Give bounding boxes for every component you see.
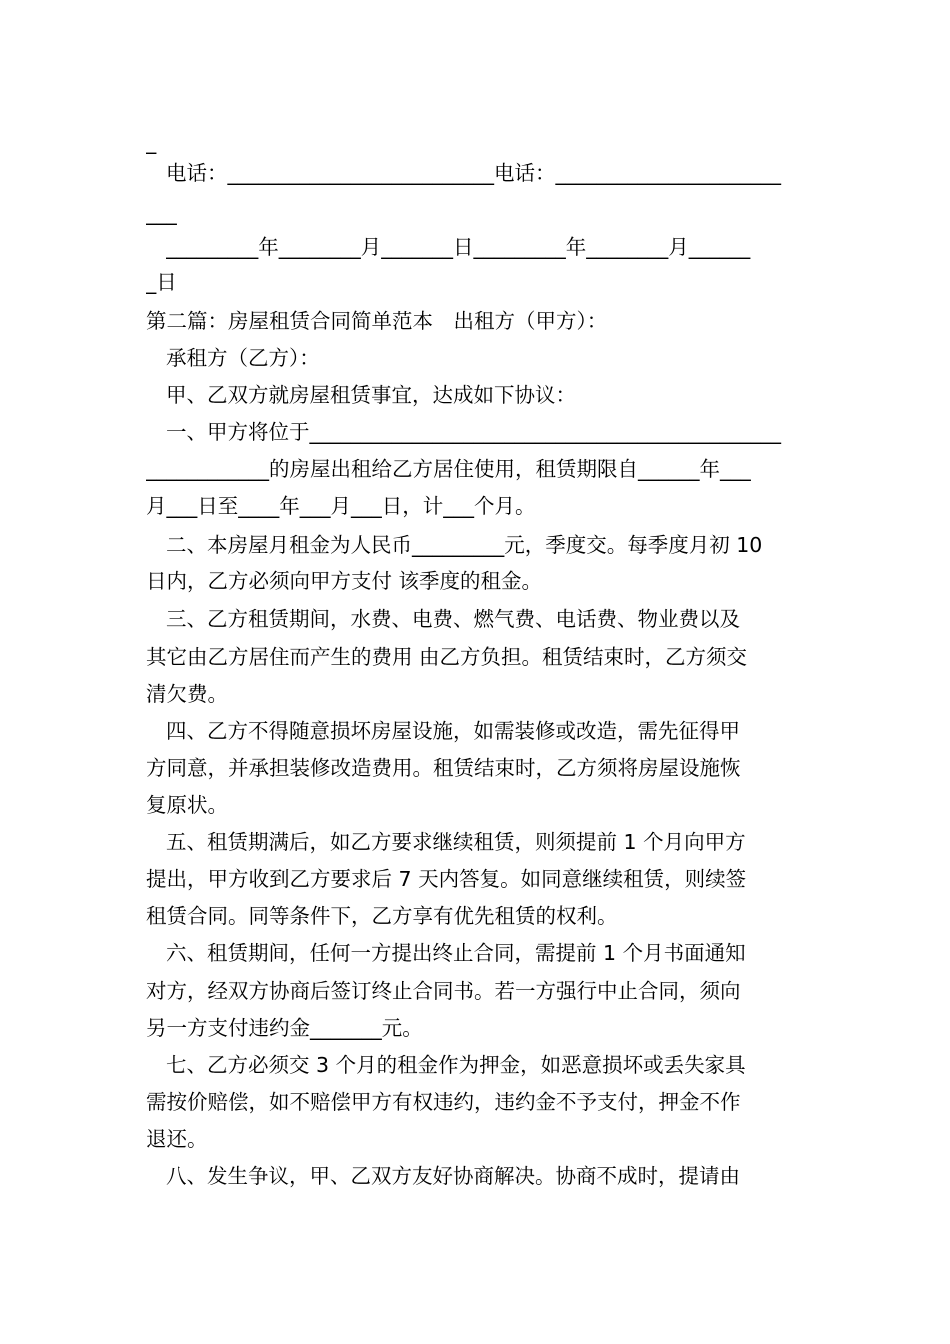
text-line: ___	[146, 201, 177, 225]
text-line: 甲、乙双方就房屋租赁事宜，达成如下协议：	[166, 383, 576, 407]
text-line: ____________的房屋出租给乙方居住使用，租赁期限自______年___	[146, 457, 751, 481]
text-line: 月___日至____年___月___日，计___个月。	[146, 494, 536, 518]
text-line: 二、本房屋月租金为人民币_________元，季度交。每季度月初 10	[166, 533, 763, 557]
text-line: 三、乙方租赁期间，水费、电费、燃气费、电话费、物业费以及	[166, 607, 740, 631]
text-line: 一、甲方将位于______________________________________________	[166, 420, 781, 444]
text-line: 方同意，并承担装修改造费用。租赁结束时，乙方须将房屋设施恢	[146, 756, 741, 780]
section-heading: 第二篇：房屋租赁合同简单范本 出租方（甲方）：	[146, 309, 608, 333]
text-line: 八、发生争议，甲、乙双方友好协商解决。协商不成时，提请由	[166, 1164, 740, 1188]
text-line: 五、租赁期满后，如乙方要求继续租赁，则须提前 1 个月向甲方	[166, 830, 746, 854]
text-line: 四、乙方不得随意损坏房屋设施，如需装修或改造，需先征得甲	[166, 719, 740, 743]
text-line: 六、租赁期间，任何一方提出终止合同，需提前 1 个月书面通知	[166, 941, 746, 965]
text-line: 电话：__________________________电话：______________________	[166, 161, 781, 185]
text-line: 需按价赔偿，如不赔偿甲方有权违约，违约金不予支付，押金不作	[146, 1090, 741, 1114]
text-line: _________年________月_______日_________年________月______	[166, 235, 751, 259]
text-line: _	[146, 130, 157, 154]
text-line: 清欠费。	[146, 682, 228, 706]
text-line: 租赁合同。同等条件下，乙方享有优先租赁的权利。	[146, 904, 618, 928]
text-line: 复原状。	[146, 793, 228, 817]
text-line: 承租方（乙方）：	[166, 346, 320, 370]
text-line: _日	[146, 270, 177, 294]
text-line: 另一方支付违约金_______元。	[146, 1016, 423, 1040]
text-line: 日内，乙方必须向甲方支付 该季度的租金。	[146, 569, 543, 593]
text-line: 七、乙方必须交 3 个月的租金作为押金，如恶意损坏或丢失家具	[166, 1053, 746, 1077]
text-line: 其它由乙方居住而产生的费用 由乙方负担。租赁结束时，乙方须交	[146, 645, 748, 669]
text-line: 对方，经双方协商后签订终止合同书。若一方强行中止合同，须向	[146, 979, 741, 1003]
text-line: 退还。	[146, 1127, 208, 1151]
text-line: 提出，甲方收到乙方要求后 7 天内答复。如同意继续租赁，则续签	[146, 867, 747, 891]
